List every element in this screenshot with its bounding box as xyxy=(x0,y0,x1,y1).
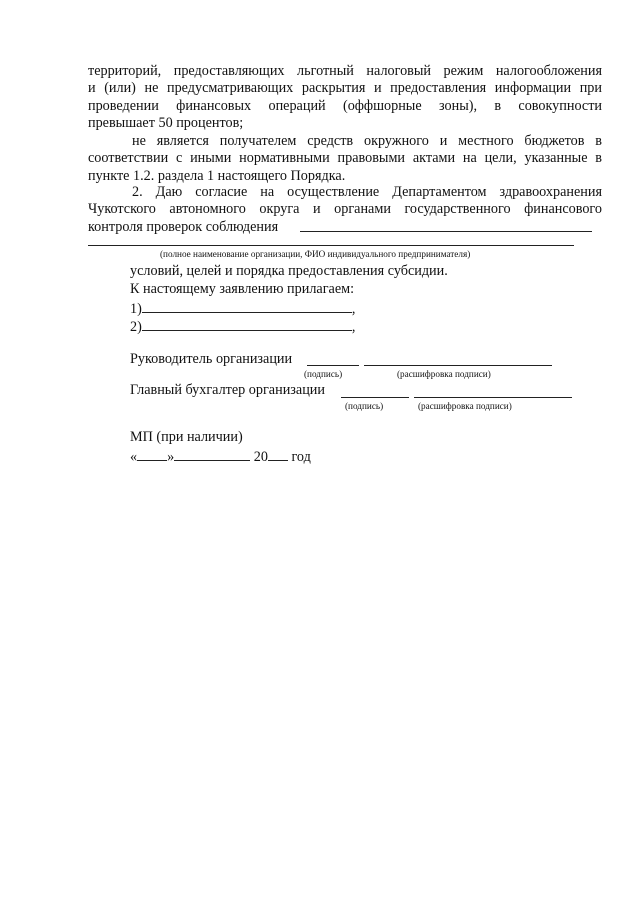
text-line: Чукотского автономного округа и органами государственного финансового xyxy=(88,201,602,218)
attachment-item-2 xyxy=(130,317,355,336)
conditions-line: условий, целей и порядка предоставления субсидии. xyxy=(130,263,448,279)
text-line: соответствии с иными нормативными правовыми актами на цели, указанные в xyxy=(88,150,602,167)
accountant-signature-caption: (подпись) xyxy=(345,401,384,411)
accountant-signature-field[interactable] xyxy=(341,397,409,398)
text-line: превышает 50 процентов; xyxy=(88,115,244,132)
head-signature-field[interactable] xyxy=(307,365,359,366)
attachment-item-number: 1) xyxy=(130,301,142,317)
attachments-intro: К настоящему заявлению прилагаем: xyxy=(130,281,355,297)
accountant-signature-label: Главный бухгалтер организации xyxy=(130,382,325,398)
paragraph-consent xyxy=(88,184,602,236)
text-line: не является получателем средств окружного и местного бюджетов в xyxy=(132,133,602,149)
date-year-prefix: 20 xyxy=(253,449,268,465)
date-month-field[interactable] xyxy=(174,447,250,461)
date-open-quote: « xyxy=(130,449,138,465)
text-line: 2. Даю согласие на осуществление Департаментом здравоохранения xyxy=(132,184,602,200)
head-signature-decoding-field[interactable] xyxy=(364,365,552,366)
head-signature-caption: (подпись) xyxy=(304,369,343,379)
paragraph-offshore xyxy=(88,63,602,133)
text-line: территорий, предоставляющих льготный налоговый режим налогообложения xyxy=(88,63,602,79)
date-close-quote: » xyxy=(167,449,175,465)
attachment-item-suffix: , xyxy=(351,301,356,317)
organization-name-field-line-2[interactable] xyxy=(88,245,574,246)
paragraph-budget xyxy=(88,133,602,185)
organization-name-caption: (полное наименование организации, ФИО индивидуального предпринимателя) xyxy=(160,249,471,259)
attachment-item-suffix: , xyxy=(351,319,356,335)
text-line: пункте 1.2. раздела 1 настоящего Порядка. xyxy=(88,167,346,184)
date-year-field[interactable] xyxy=(268,447,288,461)
attachment-item-field[interactable] xyxy=(142,317,352,331)
date-line xyxy=(130,447,311,466)
head-decoding-caption: (расшифровка подписи) xyxy=(397,369,491,379)
attachment-item-number: 2) xyxy=(130,319,142,335)
head-signature-label: Руководитель организации xyxy=(130,351,293,367)
accountant-decoding-field[interactable] xyxy=(414,397,572,398)
attachment-item-field[interactable] xyxy=(142,299,352,313)
date-year-suffix: год xyxy=(291,449,311,465)
attachment-item-1 xyxy=(130,299,355,318)
organization-name-field-line-1[interactable] xyxy=(300,231,592,232)
accountant-decoding-caption: (расшифровка подписи) xyxy=(418,401,512,411)
text-line: и (или) не предусматривающих раскрытия и предоставления информации при xyxy=(88,80,602,97)
text-line: проведении финансовых операций (оффшорные зоны), в совокупности xyxy=(88,97,602,114)
date-day-field[interactable] xyxy=(137,447,167,461)
stamp-label: МП (при наличии) xyxy=(130,429,243,445)
text-line: контроля проверок соблюдения xyxy=(88,218,279,235)
